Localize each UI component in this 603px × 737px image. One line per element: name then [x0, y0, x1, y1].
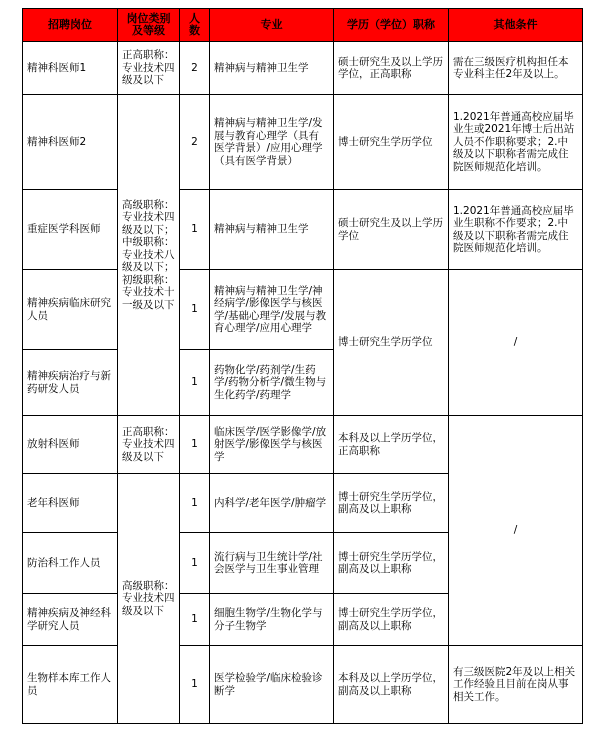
table-row: [23, 190, 583, 270]
education-cell: 硕士研究生及以上学历学位: [334, 190, 449, 270]
other-cell: 有三级医院2年及以上相关工作经验且目前在岗从事相关工作。: [449, 646, 583, 724]
education-cell: 博士研究生学历学位，副高及以上职称: [334, 594, 449, 646]
major-cell: 流行病与卫生统计学/社会医学与卫生事业管理: [210, 533, 334, 594]
major-cell: 细胞生物学/生物化学与分子生物学: [210, 594, 334, 646]
position-cell: 精神科医师1: [23, 42, 118, 95]
recruitment-table: [22, 8, 583, 724]
position-cell: 精神疾病临床研究人员: [23, 270, 118, 350]
table-row: [23, 646, 583, 724]
education-cell: 博士研究生学历学位，副高及以上职称: [334, 533, 449, 594]
table-row: [23, 95, 583, 190]
position-cell: 重症医学科医师: [23, 190, 118, 270]
major-cell: 精神病与精神卫生学: [210, 42, 334, 95]
education-cell: 博士研究生学历学位，副高及以上职称: [334, 474, 449, 533]
other-cell-merged: /: [449, 270, 583, 416]
major-cell: 临床医学/医学影像学/放射医学/影像医学与核医学: [210, 416, 334, 474]
education-cell: 博士研究生学历学位: [334, 95, 449, 190]
header-count: 人数: [180, 9, 210, 42]
count-cell: 1: [180, 416, 210, 474]
header-other: 其他条件: [449, 9, 583, 42]
other-cell: 1.2021年普通高校应届毕业生职称不作要求；2.中级及以下职称者需完成住院医师规范化培训。: [449, 190, 583, 270]
major-cell: 药物化学/药剂学/生药学/药物分析学/微生物与生化药学/药理学: [210, 350, 334, 416]
other-cell: 需在三级医疗机构担任本专业科主任2年及以上。: [449, 42, 583, 95]
major-cell: 精神病与精神卫生学/神经病学/影像医学与核医学/基础心理学/发展与教育心理学/应用心理学: [210, 270, 334, 350]
count-cell: 1: [180, 190, 210, 270]
count-cell: 1: [180, 270, 210, 350]
count-cell: 1: [180, 474, 210, 533]
table-row: [23, 42, 583, 95]
category-cell-merged: 高级职称：专业技术四级及以下；中级职称：专业技术八级及以下；初级职称：专业技术十一级及以下: [118, 95, 180, 416]
education-cell-merged: 博士研究生学历学位: [334, 270, 449, 416]
header-category: 岗位类别及等级: [118, 9, 180, 42]
major-cell: 医学检验学/临床检验诊断学: [210, 646, 334, 724]
other-cell-merged: /: [449, 416, 583, 646]
table-row: [23, 270, 583, 350]
header-education: 学历（学位）职称: [334, 9, 449, 42]
position-cell: 老年科医师: [23, 474, 118, 533]
position-cell: 生物样本库工作人员: [23, 646, 118, 724]
major-cell: 精神病与精神卫生学/发展与教育心理学（具有医学背景）/应用心理学（具有医学背景）: [210, 95, 334, 190]
position-cell: 防治科工作人员: [23, 533, 118, 594]
position-cell: 精神疾病治疗与新药研发人员: [23, 350, 118, 416]
major-cell: 精神病与精神卫生学: [210, 190, 334, 270]
header-row: [23, 9, 583, 42]
category-cell: 正高职称：专业技术四级及以下: [118, 416, 180, 474]
header-major: 专业: [210, 9, 334, 42]
other-cell: 1.2021年普通高校应届毕业生或2021年博士后出站人员不作职称要求；2.中级及以下职称者需完成住院医师规范化培训。: [449, 95, 583, 190]
count-cell: 1: [180, 533, 210, 594]
count-cell: 2: [180, 95, 210, 190]
major-cell: 内科学/老年医学/肿瘤学: [210, 474, 334, 533]
position-cell: 精神科医师2: [23, 95, 118, 190]
table-row: [23, 416, 583, 474]
count-cell: 1: [180, 594, 210, 646]
count-cell: 1: [180, 646, 210, 724]
education-cell: 本科及以上学历学位，正高职称: [334, 416, 449, 474]
category-cell-merged: 高级职称：专业技术四级及以下: [118, 474, 180, 724]
education-cell: 硕士研究生及以上学历学位，正高职称: [334, 42, 449, 95]
count-cell: 2: [180, 42, 210, 95]
header-position: 招聘岗位: [23, 9, 118, 42]
position-cell: 精神疾病及神经科学研究人员: [23, 594, 118, 646]
position-cell: 放射科医师: [23, 416, 118, 474]
category-cell: 正高职称：专业技术四级及以下: [118, 42, 180, 95]
education-cell: 本科及以上学历学位，副高及以上职称: [334, 646, 449, 724]
count-cell: 1: [180, 350, 210, 416]
